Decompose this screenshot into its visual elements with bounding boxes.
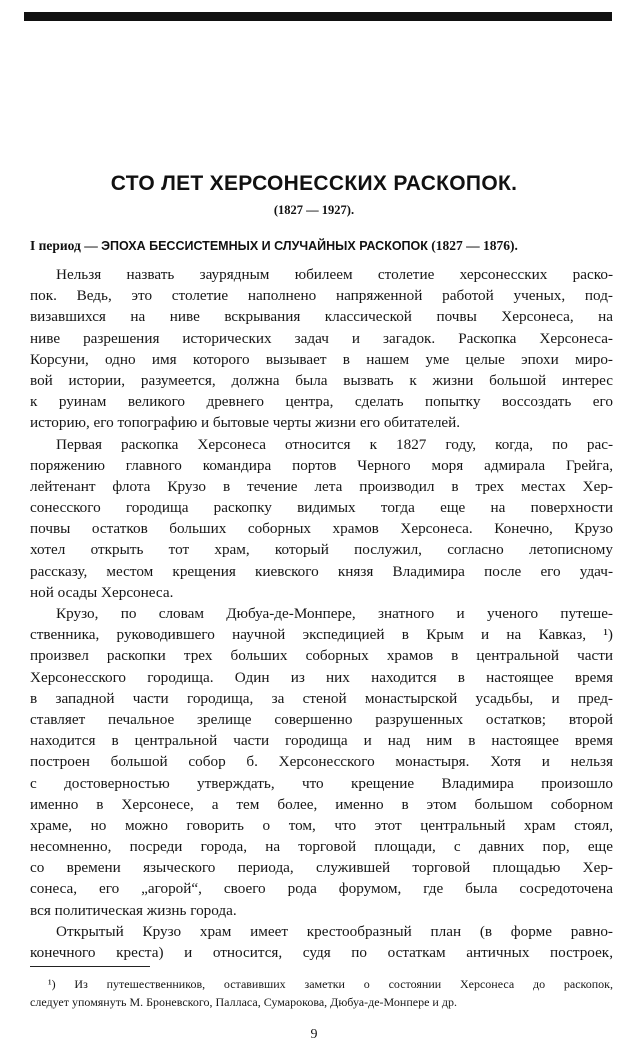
- body-line: историю, его топографию и бытовые черты жизни его обитателей.: [30, 414, 461, 432]
- top-rule: [24, 12, 612, 21]
- body-line: поряжению главного командира портов Черного моря адмирала Грейга,: [30, 456, 613, 474]
- body-line: Первая раскопка Херсонеса относится к 1827 году, когда, по рас-: [56, 435, 613, 453]
- page-number: 9: [310, 1027, 318, 1042]
- body-line: ставляет печальное зрелище совершенно разрушенных остатков; второй: [30, 710, 613, 728]
- page-title: СТО ЛЕТ ХЕРСОНЕССКИХ РАСКОПОК.: [110, 172, 518, 195]
- period-label: I период: [30, 238, 81, 253]
- body-line: находится в центральной части городища и над ним в настоящее время: [30, 732, 613, 750]
- body-line: с достоверностью утверждать, что крещение Владимира произошло: [30, 774, 613, 792]
- body-line: Корсуни, одно имя которого вызывает в нашем уме целые эпохи миро-: [30, 350, 613, 368]
- body-line: Открытый Крузо храм имеет крестообразный план (в форме равно-: [56, 922, 613, 940]
- footnote-line: ¹) Из путешественников, оставивших заметки о состоянии Херсонеса до раскопок,: [48, 977, 613, 991]
- body-line: Нельзя назвать заурядным юбилеем столетие херсонесских раско-: [56, 266, 613, 283]
- footnote: [30, 975, 613, 1011]
- body-line: в западной части городища, за стеной монастырской усадьбы, и пред-: [30, 689, 613, 707]
- body-line: к руинам великого древнего центра, сделать попытку воссоздать его: [30, 393, 613, 411]
- footnote-line: следует упомянуть М. Броневского, Палласа, Сумарокова, Дюбуа-де-Монпере и др.: [30, 995, 457, 1009]
- period-years: (1827 — 1876).: [427, 238, 518, 253]
- body-line: сонеса, его „агорой“, своего рода форумом, где была сосредоточена: [30, 880, 613, 898]
- body-line: пок. Ведь, это столетие наполнено напряженной работой ученых, под-: [30, 287, 613, 305]
- body-line: несомненно, посреди города, на торговой площади, с давних пор, еще: [30, 838, 613, 856]
- body-line: вся политическая жизнь города.: [30, 901, 237, 919]
- body-line: рассказу, местом крещения киевского князя Владимира после его удач-: [30, 562, 613, 580]
- body-line: ственника, руководившего научной экспедицией в Крым и на Кавказ, ¹): [30, 626, 613, 644]
- footnote-rule: [30, 966, 150, 967]
- body-line: Крузо, по словам Дюбуа-де-Монпере, знатного и ученого путеше-: [56, 605, 613, 622]
- period-dash: —: [80, 238, 102, 253]
- body-line: ной осады Херсонеса.: [30, 583, 174, 601]
- body-line: конечного креста) и относится, судя по остаткам античных построек,: [30, 944, 613, 961]
- period-title: ЭПОХА БЕССИСТЕМНЫХ И СЛУЧАЙНЫХ РАСКОПОК: [101, 239, 428, 253]
- period-heading: [30, 238, 620, 254]
- body-line: произвел раскопки трех больших соборных храмов в центральной части: [30, 647, 613, 665]
- body-line: почвы остатков больших соборных храмов Херсонеса. Конечно, Крузо: [30, 520, 613, 538]
- body-line: лейтенант флота Крузо в течение лета производил в трех местах Хер-: [30, 477, 613, 495]
- body-line: храме, но можно говорить о том, что этот центральный храм стоял,: [30, 816, 613, 834]
- body-text: [30, 264, 613, 963]
- body-line: визавшихся на ниве вскрывания классической почвы Херсонеса, на: [30, 308, 613, 326]
- body-line: именно в Херсонесе, а тем более, именно в этом большом соборном: [30, 795, 613, 813]
- body-line: вой истории, разумеется, должна была вызвать к жизни большой интерес: [30, 371, 613, 389]
- page-subtitle-years: (1827 — 1927).: [273, 203, 355, 217]
- body-line: Херсонесского городища. Один из них находится в настоящее время: [30, 668, 613, 686]
- body-line: со времени языческого периода, служившей торговой площадью Хер-: [30, 859, 613, 877]
- body-line: построен большой собор б. Херсонесского монастыря. Хотя и нельзя: [30, 753, 613, 771]
- body-line: ниве разрешения исторических задач и загадок. Раскопка Херсонеса-: [30, 329, 613, 347]
- body-line: сонесского городища раскопку видимых тогда еще на поверхности: [30, 499, 613, 517]
- body-line: хотел открыть тот храм, который послужил, согласно летописному: [30, 541, 613, 559]
